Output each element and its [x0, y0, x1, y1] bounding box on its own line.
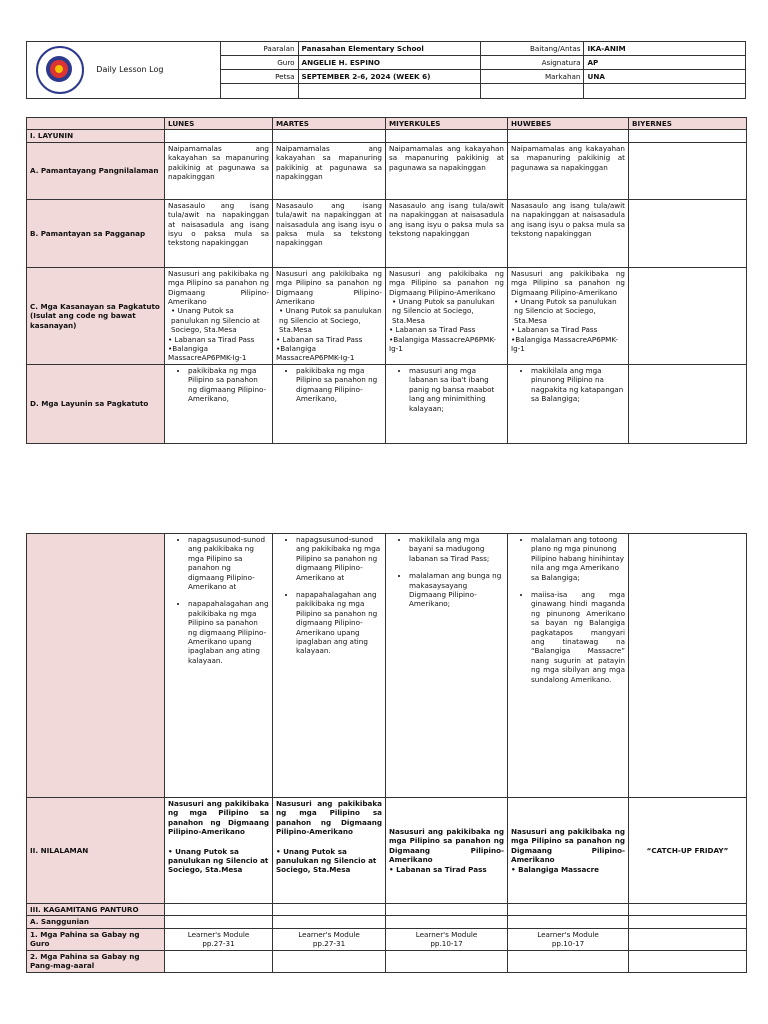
table-cell: • napagsusunod-sunod ang pakikibaka ng mga Pilipino sa panahon ng digmaang Pilipino-Amerikano at • napapahalagahan ang pakikibaka ng mga Pilipino sa panahon ng digmaang Pilipino-Amerikano upang ipaglaban ang ating kalayaan.	[273, 534, 386, 798]
table-cell: • masusuri ang mga labanan sa iba't ibang panig ng bansa maabot lang ang minimithing kalayaan;	[386, 364, 508, 443]
table-cell: • pakikibaka ng mga Pilipino sa panahon ng digmaang Pilipino-Amerikano,	[165, 364, 273, 443]
catch-up-friday: “CATCH-UP FRIDAY”	[629, 798, 747, 904]
day-header: HUWEBES	[508, 118, 629, 130]
table-cell: • makikilala ang mga pinunong Pilipino na nagpakita ng katapangan sa Balangiga;	[508, 364, 629, 443]
table-cell: Learner's Module pp.10-17	[508, 928, 629, 950]
table-cell	[629, 267, 747, 364]
empty-cell	[480, 84, 584, 99]
lesson-table-page-1	[26, 117, 747, 444]
deped-seal-icon	[36, 46, 84, 94]
field-label: Guro	[221, 56, 298, 70]
table-cell: Learner's Module pp.27-31	[165, 928, 273, 950]
table-cell: Naipamamalas ang kakayahan sa mapanuring pakikinig at pagunawa sa napakinggan	[165, 142, 273, 199]
row-label	[27, 534, 165, 798]
table-cell	[629, 928, 747, 950]
table-cell: • napagsusunod-sunod ang pakikibaka ng mga Pilipino sa panahon ng digmaang Pilipino-Amerikano at • napapahalagahan ang pakikibaka ng mga Pilipino sa panahon ng digmaang Pilipino-Amerikano upang ipaglaban ang ating kalayaan.	[165, 534, 273, 798]
empty-cell	[298, 84, 480, 99]
table-cell: Nasusuri ang pakikibaka ng mga Pilipino sa panahon ng Digmaang Pilipino-Amerikano • Unang Putok sa panulukan ng Silencio at Sociego, Sta.Mesa • Labanan sa Tirad Pass •Balangiga MassacreAP6PMK-Ig-1	[165, 267, 273, 364]
table-cell: Nasasaulo ang isang tula/awit na napakinggan at naisasadula ang isang isyu o paksa mula sa tekstong napakinggan	[508, 199, 629, 267]
table-cell	[629, 199, 747, 267]
field-label: Asignatura	[480, 56, 584, 70]
school-value: Panasahan Elementary School	[298, 42, 480, 56]
row-label: A. Sanggunian	[27, 916, 165, 928]
table-cell: Nasusuri ang pakikibaka ng mga Pilipino sa panahon ng Digmaang Pilipino-Amerikano • Unang Putok sa panulukan ng Silencio at Sociego, Sta.Mesa • Labanan sa Tirad Pass •Balangiga MassacreAP6PMK-Ig-1	[508, 267, 629, 364]
row-label: C. Mga Kasanayan sa Pagkatuto (Isulat ang code ng bawat kasanayan)	[27, 267, 165, 364]
section-title: II. NILALAMAN	[27, 798, 165, 904]
day-header: MARTES	[273, 118, 386, 130]
doc-title: Daily Lesson Log	[96, 65, 164, 75]
lesson-table-page-2	[26, 533, 747, 973]
teacher-value: ANGELIE H. ESPINO	[298, 56, 480, 70]
day-header: LUNES	[165, 118, 273, 130]
empty-cell	[221, 84, 298, 99]
table-cell: Nasusuri ang pakikibaka ng mga Pilipino sa panahon ng Digmaang Pilipino-Amerikano • Unang Putok sa panulukan ng Silencio at Sociego, Sta.Mesa • Labanan sa Tirad Pass •Balangiga MassacreAP6PMK-Ig-1	[273, 267, 386, 364]
table-cell: • malalaman ang totoong plano ng mga pinunong Pilipino habang hinihintay nila ang mga Amerikano sa Balangiga; • maiisa-isa ang mga ginawang hindi maganda ng pinunong Amerikano sa bayan ng Balangiga pagkatapos mangyari ang tinatawag na “Balangiga Massacre” nang sugurin at patayin ng mga sibilyan ang mga sundalong Amerikano.	[508, 534, 629, 798]
field-label: Markahan	[480, 70, 584, 84]
header-table	[26, 41, 746, 99]
table-cell: Nasusuri ang pakikibaka ng mga Pilipino sa panahon ng Digmaang Pilipino-Amerikano • Balangiga Massacre	[508, 798, 629, 904]
table-cell: Naipamamalas ang kakayahan sa mapanuring pakikinig at pagunawa sa napakinggan	[273, 142, 386, 199]
field-label: Baitang/Antas	[480, 42, 584, 56]
day-header: BIYERNES	[629, 118, 747, 130]
table-cell	[629, 364, 747, 443]
field-label: Petsa	[221, 70, 298, 84]
logo-cell	[27, 42, 221, 99]
table-cell	[629, 534, 747, 798]
table-cell: Nasasaulo ang isang tula/awit na napakinggan at naisasadula ang isang isyu o paksa mula sa tekstong napakinggan	[273, 199, 386, 267]
table-cell: Nasusuri ang pakikibaka ng mga Pilipino sa panahon ng Digmaang Pilipino-Amerikano • Unang Putok sa panulukan ng Silencio at Sociego, Sta.Mesa	[273, 798, 386, 904]
table-cell: Nasasaulo ang isang tula/awit na napakinggan at naisasadula ang isang isyu o paksa mula sa tekstong napakinggan	[386, 199, 508, 267]
table-cell: • pakikibaka ng mga Pilipino sa panahon ng digmaang Pilipino-Amerikano,	[273, 364, 386, 443]
subject-value: AP	[584, 56, 746, 70]
section-title: I. LAYUNIN	[27, 130, 165, 142]
table-cell: Nasusuri ang pakikibaka ng mga Pilipino sa panahon ng Digmaang Pilipino-Amerikano • Unang Putok sa panulukan ng Silencio at Sociego, Sta.Mesa	[165, 798, 273, 904]
row-label: 2. Mga Pahina sa Gabay ng Pang-mag-aaral	[27, 950, 165, 972]
row-label: D. Mga Layunin sa Pagkatuto	[27, 364, 165, 443]
table-cell: Nasusuri ang pakikibaka ng mga Pilipino sa panahon ng Digmaang Pilipino-Amerikano • Unang Putok sa panulukan ng Silencio at Sociego, Sta.Mesa • Labanan sa Tirad Pass •Balangiga MassacreAP6PMK-Ig-1	[386, 267, 508, 364]
table-cell: Naipamamalas ang kakayahan sa mapanuring pakikinig at pagunawa sa napakinggan	[508, 142, 629, 199]
quarter-value: UNA	[584, 70, 746, 84]
empty-cell	[584, 84, 746, 99]
grade-value: IKA-ANIM	[584, 42, 746, 56]
row-label: 1. Mga Pahina sa Gabay ng Guro	[27, 928, 165, 950]
field-label: Paaralan	[221, 42, 298, 56]
table-cell: Learner's Module pp.10-17	[386, 928, 508, 950]
row-label: A. Pamantayang Pangnilalaman	[27, 142, 165, 199]
table-cell: Nasusuri ang pakikibaka ng mga Pilipino sa panahon ng Digmaang Pilipino-Amerikano • Labanan sa Tirad Pass	[386, 798, 508, 904]
table-cell	[629, 142, 747, 199]
day-header: MIYERKULES	[386, 118, 508, 130]
table-cell: • makikilala ang mga bayani sa madugong labanan sa Tirad Pass; • malalaman ang bunga ng makasaysayang Digmaang Pilipino-Amerikano;	[386, 534, 508, 798]
table-cell: Nasasaulo ang isang tula/awit na napakinggan at naisasadula ang isang isyu o paksa mula sa tekstong napakinggan	[165, 199, 273, 267]
row-label: B. Pamantayan sa Pagganap	[27, 199, 165, 267]
section-title: III. KAGAMITANG PANTURO	[27, 904, 165, 916]
date-value: SEPTEMBER 2-6, 2024 (WEEK 6)	[298, 70, 480, 84]
table-cell: Naipamamalas ang kakayahan sa mapanuring pakikinig at pagunawa sa napakinggan	[386, 142, 508, 199]
corner-cell	[27, 118, 165, 130]
table-cell: Learner's Module pp.27-31	[273, 928, 386, 950]
